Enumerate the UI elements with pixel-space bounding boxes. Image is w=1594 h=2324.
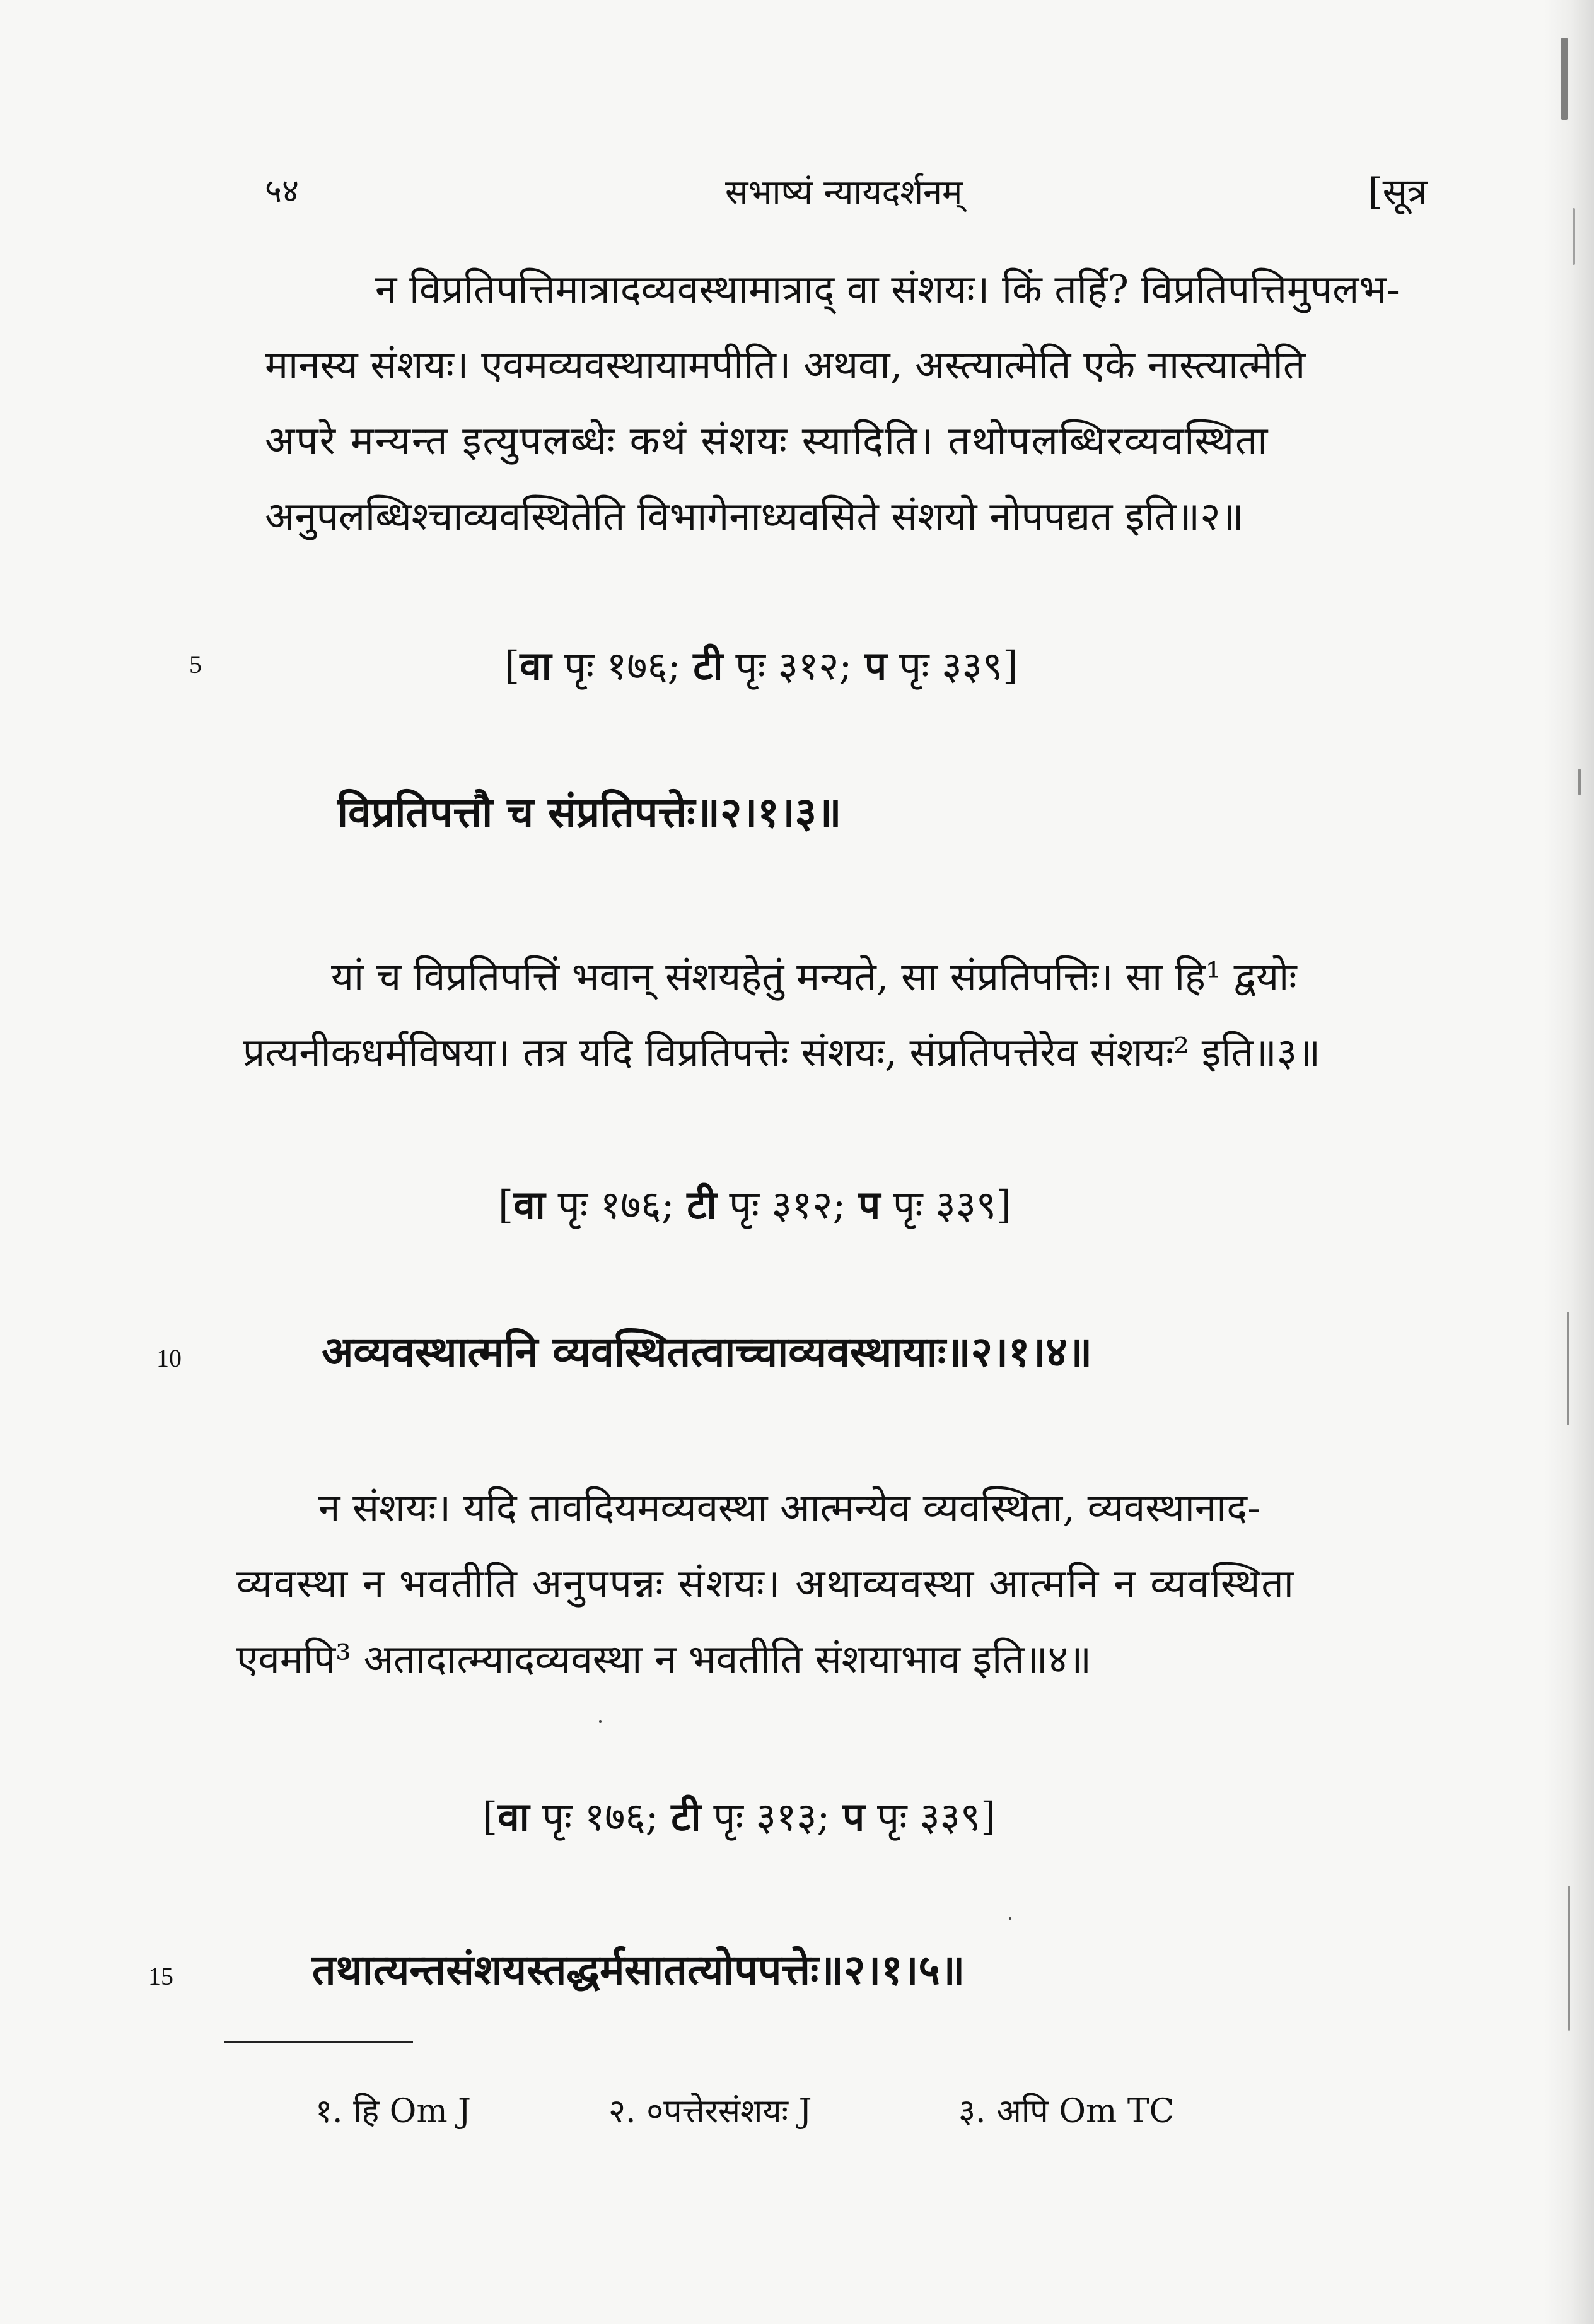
ref-tika-label: टी (693, 643, 723, 689)
ref-vartika-label: वा (513, 1182, 545, 1228)
ref-tika-label: टी (671, 1794, 701, 1840)
commentary-reference (482, 1794, 996, 1840)
scan-edge-mark (1578, 769, 1581, 795)
ref-vartika-page: पृः १७६; (545, 1182, 687, 1228)
line-number-5: 5 (189, 650, 202, 679)
bhashya-line: व्यवस्था न भवतीति अनुपपन्नः संशयः। अथाव्यवस्था आत्मनि न व्यवस्थिता (236, 1560, 1295, 1606)
bhashya-line: मानस्य संशयः। एवमव्यवस्थायामपीति। अथवा, अस्त्यात्मेति एके नास्त्यात्मेति (265, 342, 1306, 388)
ref-parishuddhi-label: प (842, 1794, 865, 1840)
ref-vartika-page: पृः १७६; (551, 643, 694, 689)
footnote-2: २. ०पत्तेरसंशयः J (608, 2093, 812, 2130)
ref-bracket: [ (498, 1182, 514, 1228)
running-title: सभाष्यं न्यायदर्शनम् (725, 172, 963, 212)
ref-vartika-label: वा (497, 1794, 530, 1840)
bhashya-line: न विप्रतिपत्तिमात्रादव्यवस्थामात्राद् वा संशयः। किं तर्हि? विप्रतिपत्तिमुपलभ- (375, 266, 1400, 312)
page-number: ५४ (265, 172, 300, 210)
bhashya-line: यां च विप्रतिपत्तिं भवान् संशयहेतुं मन्यते, सा संप्रतिपत्तिः। सा हि¹ द्वयोः (331, 954, 1297, 1000)
commentary-reference (498, 1182, 1012, 1228)
bhashya-line: अपरे मन्यन्त इत्युपलब्धेः कथं संशयः स्यादिति। तथोपलब्धिरव्यवस्थिता (265, 418, 1269, 464)
ref-tika-page: पृः ३१३; (701, 1794, 843, 1840)
ref-tika-page: पृः ३१२; (723, 643, 865, 689)
ref-parishuddhi-label: प (858, 1182, 881, 1228)
section-marker: [सूत्र (1368, 170, 1428, 213)
footnote-3: ३. अपि Om TC (958, 2093, 1175, 2130)
bhashya-line: एवमपि³ अतादात्म्यादव्यवस्था न भवतीति संशयाभाव इति॥४॥ (236, 1636, 1092, 1682)
ref-bracket: [ (482, 1794, 498, 1840)
sutra-heading: तथात्यन्तसंशयस्तद्धर्मसातत्योपपत्तेः॥२।१।५॥ (312, 1945, 965, 1994)
scan-edge-mark (1561, 38, 1568, 120)
ref-vartika-label: वा (520, 643, 552, 689)
line-number-15: 15 (148, 1962, 173, 1990)
ref-tika-page: पृः ३१२; (716, 1182, 859, 1228)
footnote-1: १. हि Om J (315, 2093, 472, 2130)
scan-edge-mark (1568, 1886, 1570, 2031)
footnote-rule (224, 2041, 413, 2043)
ref-vartika-page: पृः १७६; (529, 1794, 672, 1840)
ref-tika-label: टी (687, 1182, 717, 1228)
scan-speck (599, 1720, 602, 1723)
sutra-heading: विप्रतिपत्तौ च संप्रतिपत्तेः॥२।१।३॥ (337, 788, 842, 837)
bhashya-line: अनुपलब्धिश्चाव्यवस्थितेति विभागेनाध्यवसिते संशयो नोपपद्यत इति॥२॥ (265, 493, 1244, 539)
ref-parishuddhi-page: पृः ३३९] (887, 643, 1018, 689)
scan-edge-mark (1573, 208, 1575, 265)
ref-parishuddhi-page: पृः ३३९] (864, 1794, 996, 1840)
bhashya-line: प्रत्यनीकधर्मविषया। तत्र यदि विप्रतिपत्तेः संशयः, संप्रतिपत्तेरेव संशयः² इति॥३॥ (243, 1029, 1321, 1075)
scan-speck (1009, 1917, 1011, 1920)
ref-parishuddhi-label: प (864, 643, 887, 689)
sutra-heading: अव्यवस्थात्मनि व्यवस्थितत्वाच्चाव्यवस्थायाः॥२।१।४॥ (322, 1327, 1093, 1376)
line-number-10: 10 (156, 1344, 182, 1372)
scan-edge-mark (1567, 1312, 1569, 1425)
ref-parishuddhi-page: पृः ३३९] (880, 1182, 1012, 1228)
bhashya-line: न संशयः। यदि तावदियमव्यवस्था आत्मन्येव व्यवस्थिता, व्यवस्थानाद- (318, 1485, 1261, 1531)
commentary-reference (504, 643, 1018, 689)
ref-bracket: [ (504, 643, 520, 689)
